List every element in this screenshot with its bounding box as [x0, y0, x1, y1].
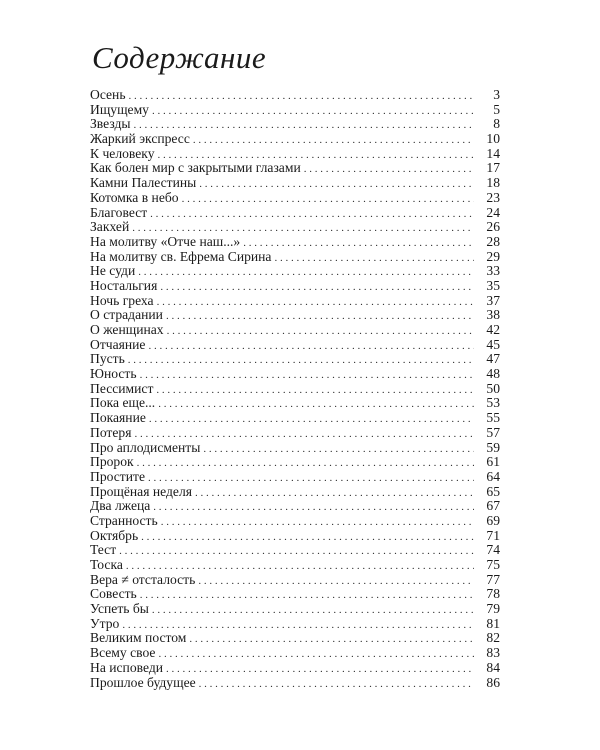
toc-entry [90, 470, 500, 485]
toc-entry [90, 631, 500, 646]
dot-leader [166, 309, 474, 324]
dot-leader [150, 207, 474, 222]
toc-entry-title: Пока еще... [90, 395, 156, 411]
toc-entry-page-number: 84 [486, 659, 500, 675]
toc-entry-page-number: 79 [486, 601, 500, 617]
toc-entry-title: Простите [90, 468, 145, 484]
toc-entry-page-number: 53 [486, 395, 500, 411]
dot-leader [243, 236, 474, 251]
page-title: Содержание [92, 40, 267, 75]
toc-entry-title: На исповеди [90, 659, 164, 675]
dot-leader [199, 677, 474, 692]
toc-entry-title: Вера ≠ отсталость [90, 571, 196, 587]
dot-leader [140, 368, 474, 383]
dot-leader [137, 456, 474, 471]
toc-entry-title: Закхей [90, 219, 130, 235]
dot-leader [156, 383, 474, 398]
toc-entry-page-number: 74 [486, 542, 500, 558]
dot-leader [148, 339, 474, 354]
toc-entry-page-number: 77 [486, 571, 500, 587]
toc-entry-page-number: 64 [486, 468, 500, 484]
toc-entry-page-number: 3 [493, 87, 500, 102]
toc-entry-title: Ищущему [90, 101, 149, 117]
toc-entry [90, 132, 500, 147]
dot-leader [157, 295, 474, 310]
toc-entry-page-number: 78 [486, 586, 500, 602]
toc-entry-title: Успеть бы [90, 601, 149, 617]
toc-entry [90, 103, 500, 118]
toc-entry-page-number: 5 [493, 101, 500, 117]
dot-leader [153, 500, 474, 515]
toc-entry-title: Благовест [90, 204, 148, 220]
toc-entry-title: Утро [90, 615, 120, 631]
toc-entry-title: Как болен мир с закрытыми глазами [90, 160, 301, 176]
toc-entry-title: Про аплодисменты [90, 439, 201, 455]
toc-entry-page-number: 75 [486, 557, 500, 572]
toc-entry-title: Странность [90, 512, 158, 528]
toc-entry-page-number: 38 [486, 307, 500, 323]
toc-entry-title: Ночь греха [90, 292, 154, 308]
toc-entry-title: Прощёная неделя [90, 483, 192, 499]
toc-entry [90, 147, 500, 162]
dot-leader [158, 397, 474, 412]
toc-entry-page-number: 50 [486, 380, 500, 396]
toc-entry-page-number: 47 [486, 351, 500, 367]
toc-entry-page-number: 82 [486, 630, 500, 646]
dot-leader [167, 324, 474, 339]
toc-entry-page-number: 81 [486, 615, 500, 631]
toc-entry-title: Ностальгия [90, 277, 158, 293]
dot-leader [158, 647, 474, 662]
toc-entry-title: Прошлое будущее [90, 674, 196, 690]
toc-entry [90, 206, 500, 221]
toc-entry [90, 426, 500, 441]
toc-entry [90, 235, 500, 250]
toc-entry [90, 573, 500, 588]
toc-entry [90, 441, 500, 456]
toc-entry-page-number: 8 [493, 116, 500, 132]
toc-entry [90, 514, 500, 529]
toc-entry [90, 602, 500, 617]
toc-entry [90, 367, 500, 382]
toc-entry [90, 543, 500, 558]
toc-entry-page-number: 86 [486, 674, 500, 690]
toc-entry-title: Отчаяние [90, 336, 146, 352]
toc-entry [90, 323, 500, 338]
dot-leader [152, 603, 474, 618]
toc-entry-page-number: 33 [486, 263, 500, 279]
toc-entry [90, 382, 500, 397]
toc-entry-title: Покаяние [90, 410, 146, 426]
toc-entry [90, 352, 500, 367]
toc-entry-title: Котомка в небо [90, 189, 179, 205]
toc-entry-title: Два лжеца [90, 498, 151, 514]
dot-leader [152, 104, 474, 119]
toc-entry-title: Всему свое [90, 645, 156, 661]
dot-leader [193, 133, 474, 148]
toc-entry [90, 264, 500, 279]
toc-entry-title: Потеря [90, 424, 132, 440]
dot-leader [128, 353, 474, 368]
toc-entry-title: К человеку [90, 145, 155, 161]
dot-leader [203, 442, 474, 457]
toc-entry [90, 455, 500, 470]
toc-entry [90, 411, 500, 426]
toc-entry-page-number: 83 [486, 645, 500, 661]
toc-entry [90, 161, 500, 176]
toc-entry-page-number: 14 [486, 145, 500, 161]
toc-entry-page-number: 55 [486, 410, 500, 426]
toc-entry [90, 191, 500, 206]
toc-entry-title: Пусть [90, 351, 125, 367]
toc-entry-page-number: 23 [486, 189, 500, 205]
dot-leader [274, 251, 474, 266]
toc-entry-title: Пророк [90, 454, 134, 470]
dot-leader [129, 89, 474, 104]
dot-leader [148, 471, 474, 486]
toc-entry-title: Пессимист [90, 380, 154, 396]
toc-entry [90, 308, 500, 323]
toc-entry-page-number: 29 [486, 248, 500, 264]
toc-entry-page-number: 45 [486, 336, 500, 352]
dot-leader [304, 162, 474, 177]
toc-entry [90, 676, 500, 691]
toc-entry [90, 617, 500, 632]
toc-entry-page-number: 24 [486, 204, 500, 220]
toc-entry-page-number: 26 [486, 219, 500, 235]
toc-entry-page-number: 61 [486, 454, 500, 470]
toc-entry [90, 279, 500, 294]
toc-entry-title: Совесть [90, 586, 137, 602]
toc-entry-title: Камни Палестины [90, 175, 197, 191]
toc-entry [90, 587, 500, 602]
toc-entry-page-number: 57 [486, 424, 500, 440]
toc-entry-title: Осень [90, 87, 126, 102]
dot-leader [138, 265, 474, 280]
dot-leader [182, 192, 474, 207]
table-of-contents [90, 88, 500, 690]
toc-entry [90, 176, 500, 191]
toc-entry [90, 499, 500, 514]
dot-leader [199, 177, 474, 192]
toc-entry-page-number: 28 [486, 233, 500, 249]
toc-entry-title: Октябрь [90, 527, 139, 543]
dot-leader [166, 662, 474, 677]
toc-entry [90, 294, 500, 309]
toc-entry-page-number: 48 [486, 366, 500, 382]
toc-entry-title: О страдании [90, 307, 163, 323]
dot-leader [141, 530, 474, 545]
toc-entry-title: Тоска [90, 557, 123, 572]
toc-entry-page-number: 65 [486, 483, 500, 499]
toc-entry-title: На молитву «Отче наш...» [90, 233, 241, 249]
toc-entry-page-number: 10 [486, 131, 500, 147]
toc-entry-page-number: 59 [486, 439, 500, 455]
dot-leader [149, 412, 474, 427]
dot-leader [189, 632, 474, 647]
toc-entry-title: Тест [90, 542, 117, 558]
toc-entry [90, 646, 500, 661]
toc-entry-title: На молитву св. Ефрема Сирина [90, 248, 272, 264]
toc-entry [90, 558, 500, 573]
toc-entry-title: Не суди [90, 263, 136, 279]
toc-entry [90, 338, 500, 353]
toc-entry-title: Звезды [90, 116, 131, 132]
toc-entry-page-number: 37 [486, 292, 500, 308]
dot-leader [119, 544, 474, 559]
toc-entry-title: О женщинах [90, 322, 164, 337]
dot-leader [160, 280, 474, 295]
dot-leader [195, 486, 474, 501]
toc-entry-title: Юность [90, 366, 137, 382]
toc-entry [90, 250, 500, 265]
toc-entry [90, 661, 500, 676]
toc-entry [90, 117, 500, 132]
dot-leader [198, 574, 474, 589]
toc-entry-page-number: 17 [486, 160, 500, 176]
toc-entry-page-number: 42 [486, 322, 500, 337]
toc-entry-title: Великим постом [90, 630, 187, 646]
toc-entry [90, 88, 500, 103]
toc-entry-page-number: 71 [486, 527, 500, 543]
toc-entry-page-number: 67 [486, 498, 500, 514]
toc-entry-page-number: 35 [486, 277, 500, 293]
toc-entry [90, 529, 500, 544]
toc-entry-title: Жаркий экспресс [90, 131, 190, 147]
toc-entry [90, 485, 500, 500]
toc-entry-page-number: 18 [486, 175, 500, 191]
toc-entry [90, 396, 500, 411]
toc-entry-page-number: 69 [486, 512, 500, 528]
dot-leader [140, 588, 474, 603]
dot-leader [161, 515, 474, 530]
toc-entry [90, 220, 500, 235]
